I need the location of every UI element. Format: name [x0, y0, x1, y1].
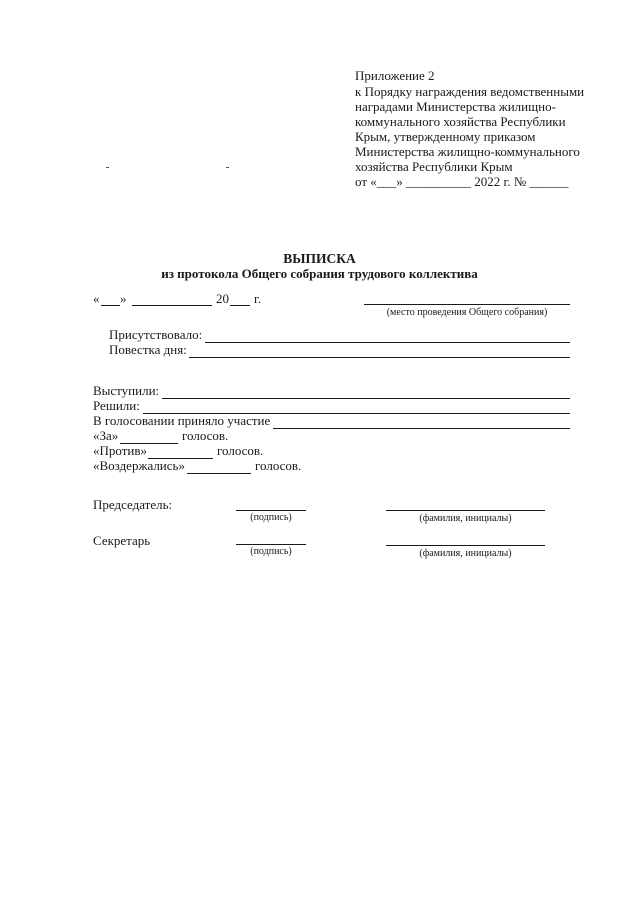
agenda-field[interactable] [189, 357, 570, 358]
voting-field[interactable] [273, 428, 570, 429]
appendix-line: коммунального хозяйства Республики [355, 114, 566, 129]
agenda-label: Повестка дня: [109, 342, 187, 357]
secretary-name-caption: (фамилия, инициалы) [419, 548, 512, 559]
day-blank[interactable] [101, 305, 120, 306]
chairman-label: Председатель: [93, 497, 173, 512]
votes-abstained-field[interactable] [187, 473, 251, 474]
secretary-name-field[interactable] [386, 545, 545, 546]
votes-abstained-label: «Воздержались» [93, 458, 185, 473]
appendix-line: наградами Министерства жилищно- [355, 99, 556, 114]
decided-label: Решили: [93, 398, 140, 413]
chairman-signature-caption: (подпись) [250, 512, 292, 523]
appendix-line: к Порядку награждения ведомственными [355, 84, 585, 99]
chairman-signature-field[interactable] [236, 510, 306, 511]
month-blank[interactable] [132, 305, 212, 306]
place-caption: (место проведения Общего собрания) [386, 307, 548, 318]
votes-for-label: «За» [93, 428, 119, 443]
votes-for-unit: голосов. [182, 428, 229, 443]
secretary-signature-caption: (подпись) [250, 546, 292, 557]
document-title: ВЫПИСКА [283, 251, 356, 266]
date-open-quote: « [93, 291, 100, 306]
appendix-line: Крым, утвержденному приказом [355, 129, 536, 144]
secretary-label: Секретарь [93, 533, 151, 548]
chairman-name-caption: (фамилия, инициалы) [419, 513, 512, 524]
year-suffix: г. [254, 291, 262, 306]
speakers-label: Выступили: [93, 383, 160, 398]
year-blank[interactable] [230, 305, 250, 306]
meeting-place-field[interactable] [364, 304, 570, 305]
speakers-field[interactable] [162, 398, 570, 399]
chairman-name-field[interactable] [386, 510, 545, 511]
voting-label: В голосовании приняло участие [93, 413, 271, 428]
appendix-date-line: от «___» __________ 2022 г. № ______ [355, 174, 569, 189]
scan-mark [106, 167, 109, 168]
present-field[interactable] [205, 342, 570, 343]
votes-against-label: «Против» [93, 443, 147, 458]
appendix-line: хозяйства Республики Крым [355, 159, 513, 174]
votes-against-unit: голосов. [217, 443, 264, 458]
year-prefix: 20 [216, 291, 229, 306]
appendix-line: Приложение 2 [355, 68, 435, 83]
date-close-quote: » [120, 291, 127, 306]
votes-abstained-unit: голосов. [255, 458, 302, 473]
present-label: Присутствовало: [109, 327, 203, 342]
document-subtitle: из протокола Общего собрания трудового коллектива [161, 266, 478, 281]
secretary-signature-field[interactable] [236, 544, 306, 545]
scan-mark [226, 167, 229, 168]
appendix-line: Министерства жилищно-коммунального [355, 144, 580, 159]
